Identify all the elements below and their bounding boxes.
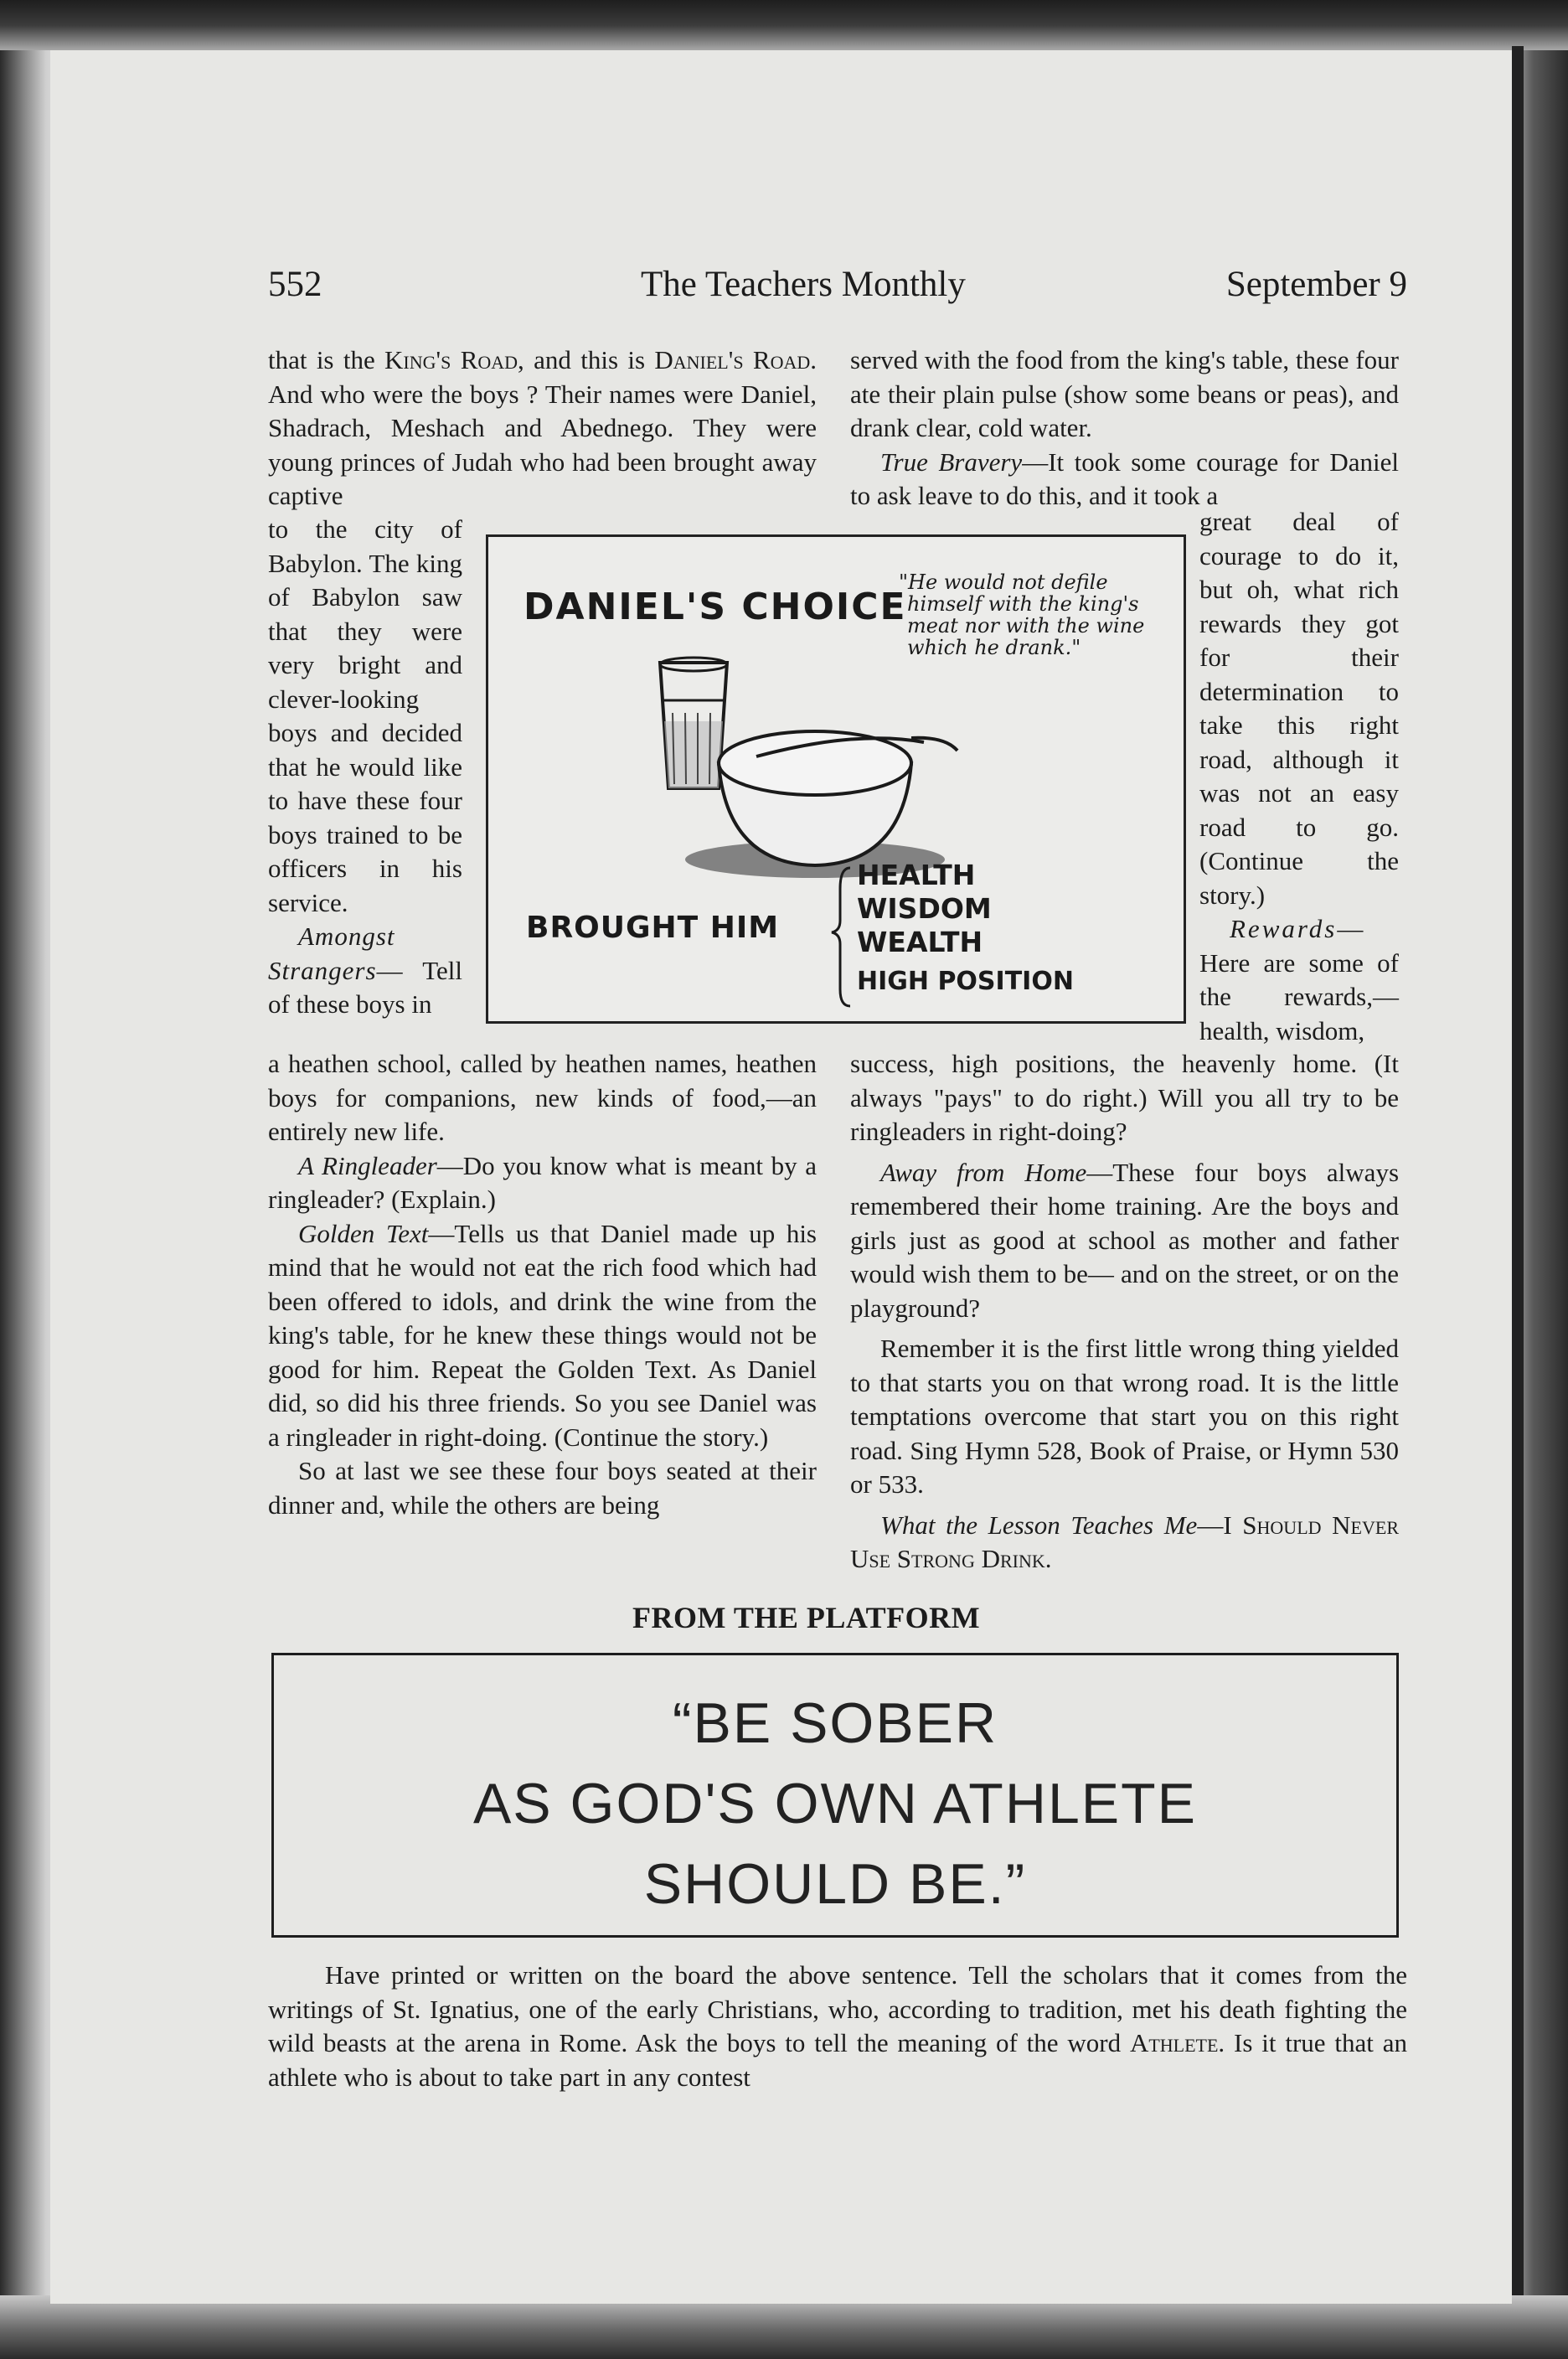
- right-column-bottom: [850, 1047, 1399, 1577]
- rewards-list: [857, 859, 1074, 996]
- platform-heading: FROM THE PLATFORM: [632, 1601, 981, 1634]
- served-paragraph: served with the food from the king's table, these four ate their plain pulse (show some beans or peas), and drank clear, cold water.: [850, 345, 1399, 442]
- text-run: — Here are some of the rewards,— health, wisdom,: [1199, 914, 1399, 1045]
- text-run: —Do you know what is meant by a ringleader? (Explain.): [268, 1150, 817, 1214]
- left-column-wrap: [268, 513, 462, 1022]
- babylon-paragraph: to the city of Babylon. The king of Babylon saw that they were very bright and clever-looking boys and decided that he would like to have these four boys trained to be officers in his service.: [268, 514, 462, 917]
- scan-bottom-shadow: [0, 2295, 1568, 2359]
- motto-line-2: AS GOD'S OWN ATHLETE: [472, 1772, 1198, 1835]
- golden-text-paragraph: [268, 1217, 817, 1455]
- athlete-term: Athlete.: [1129, 2028, 1225, 2057]
- scan-top-shadow: [0, 0, 1568, 50]
- reward-wealth: WEALTH: [857, 926, 983, 958]
- kings-road-term: King's Road: [384, 345, 518, 374]
- daniels-term: Daniel's: [654, 345, 744, 374]
- quote-line: which he drank.": [907, 636, 1081, 659]
- golden-text-heading: Golden Text: [298, 1218, 429, 1248]
- motto-line-3: SHOULD BE.”: [643, 1852, 1027, 1916]
- ringleader-paragraph: [268, 1149, 817, 1217]
- text-run: Have printed or written on the board the above sentence. Tell the scholars that it comes from the writings of St. Ignatius, one of the early Christians, who, according to tradition, met his death fighting the wild beasts at the arena in Rome. Ask the boys to tell the meaning of the word: [268, 1960, 1407, 2057]
- text-run: that is the: [268, 345, 385, 374]
- ringleader-heading: A Ringleader: [298, 1150, 437, 1180]
- text-run: Judah who had been brought away captive: [268, 447, 817, 510]
- daniels-choice-illustration: [486, 534, 1186, 1024]
- text-run: names were Daniel, Shadrach, Meshach and: [268, 379, 817, 442]
- rewards-paragraph: [1199, 912, 1399, 1048]
- reward-wisdom: WISDOM: [857, 892, 992, 925]
- amongst-strangers-paragraph: [268, 920, 462, 1022]
- left-intro-paragraph: [268, 343, 817, 514]
- right-column-top: [850, 343, 1399, 514]
- reward-high-position: HIGH POSITION: [857, 967, 1074, 996]
- rewards-continued: success, high positions, the heavenly home. (It always "pays" to do right.) Will you all try to be ringleaders in right-doing?: [850, 1049, 1399, 1146]
- explanation-paragraph: [268, 1959, 1407, 2094]
- text-run: —Tells us that Daniel made up his mind that he would not eat the rich food which had been offered to idols, and drink the wine from the king's table, for he knew these things would not be good for him. Repeat the Golden Text. As Daniel did, so did his three friends. So you see Daniel was a ringleader in right-doing. (Continue the story.): [268, 1218, 817, 1452]
- rewards-heading: Rewards: [1230, 914, 1338, 943]
- away-from-home-paragraph: [850, 1156, 1399, 1326]
- lesson-teaches-paragraph: [850, 1509, 1399, 1577]
- left-column-bottom: [268, 1047, 817, 1522]
- platform-explanation: [268, 1959, 1407, 2094]
- text-run: And who were the boys ? Their: [268, 379, 602, 409]
- amongst-strangers-heading: Amongst Strangers: [268, 921, 395, 985]
- courage-paragraph: great deal of courage to do it, but oh, what rich rewards they got for their determination to take this right road, although it was not an easy road to go. (Continue the story.): [1199, 507, 1399, 910]
- text-run: —These four boys always remembered their home training. Are the boys and girls just as good at school as mother and father would wish them to be— and on the street, or on the playground?: [850, 1157, 1400, 1323]
- brought-him-label: BROUGHT HIM: [526, 911, 780, 945]
- illustration-drawing: [488, 537, 1184, 1021]
- brace-mark: [832, 868, 850, 1006]
- text-run: Abednego. They were young princes of: [268, 413, 817, 477]
- road-term: Road.: [752, 345, 817, 374]
- journal-title: The Teachers Monthly: [641, 265, 966, 304]
- page-binding-edge: [1512, 46, 1524, 2308]
- platform-motto-box: [271, 1653, 1399, 1938]
- reward-health: HEALTH: [857, 859, 976, 891]
- heathen-school-paragraph: a heathen school, called by heathen names, heathen boys for companions, new kinds of food,—an entirely new life.: [268, 1049, 817, 1146]
- scripture-quote: [899, 570, 1144, 659]
- remember-paragraph: Remember it is the first little wrong thing yielded to that starts you on that wrong road. It is the little temptations overcome that start you on this right road. Sing Hymn 528, Book of Praise, or Hymn 530 or 533.: [850, 1334, 1399, 1499]
- quote-line: meat nor with the wine: [907, 614, 1145, 637]
- illustration-title: DANIEL'S CHOICE: [524, 586, 907, 628]
- right-column-wrap: [1199, 505, 1399, 1048]
- motto-line-1: “BE SOBER: [672, 1691, 998, 1755]
- page-number: 552: [268, 265, 322, 304]
- bowl-icon: [685, 731, 957, 878]
- text-run: Is it true that an athlete who is about to take part in any contest: [268, 2028, 1407, 2092]
- quote-line: "He would not defile: [899, 570, 1108, 594]
- lesson-teaches-text: —I Should Never Use Strong Drink.: [850, 1510, 1399, 1573]
- true-bravery-paragraph: [850, 446, 1399, 514]
- true-bravery-heading: True Bravery: [880, 447, 1023, 477]
- running-header: [268, 264, 1407, 314]
- issue-date: September 9: [1225, 265, 1407, 304]
- left-column-top: [268, 343, 817, 514]
- quote-line: himself with the king's: [907, 592, 1139, 616]
- text-run: — Tell of these boys in: [268, 955, 462, 1019]
- text-run: —It took some courage for Daniel to ask leave to do this, and it took a: [850, 447, 1399, 510]
- away-from-home-heading: Away from Home: [880, 1157, 1087, 1187]
- dinner-paragraph: So at last we see these four boys seated at their dinner and, while the others are being: [268, 1456, 817, 1520]
- lesson-teaches-heading: What the Lesson Teaches Me: [880, 1510, 1198, 1540]
- glass-icon: [660, 658, 727, 788]
- text-run: , and this is: [518, 345, 655, 374]
